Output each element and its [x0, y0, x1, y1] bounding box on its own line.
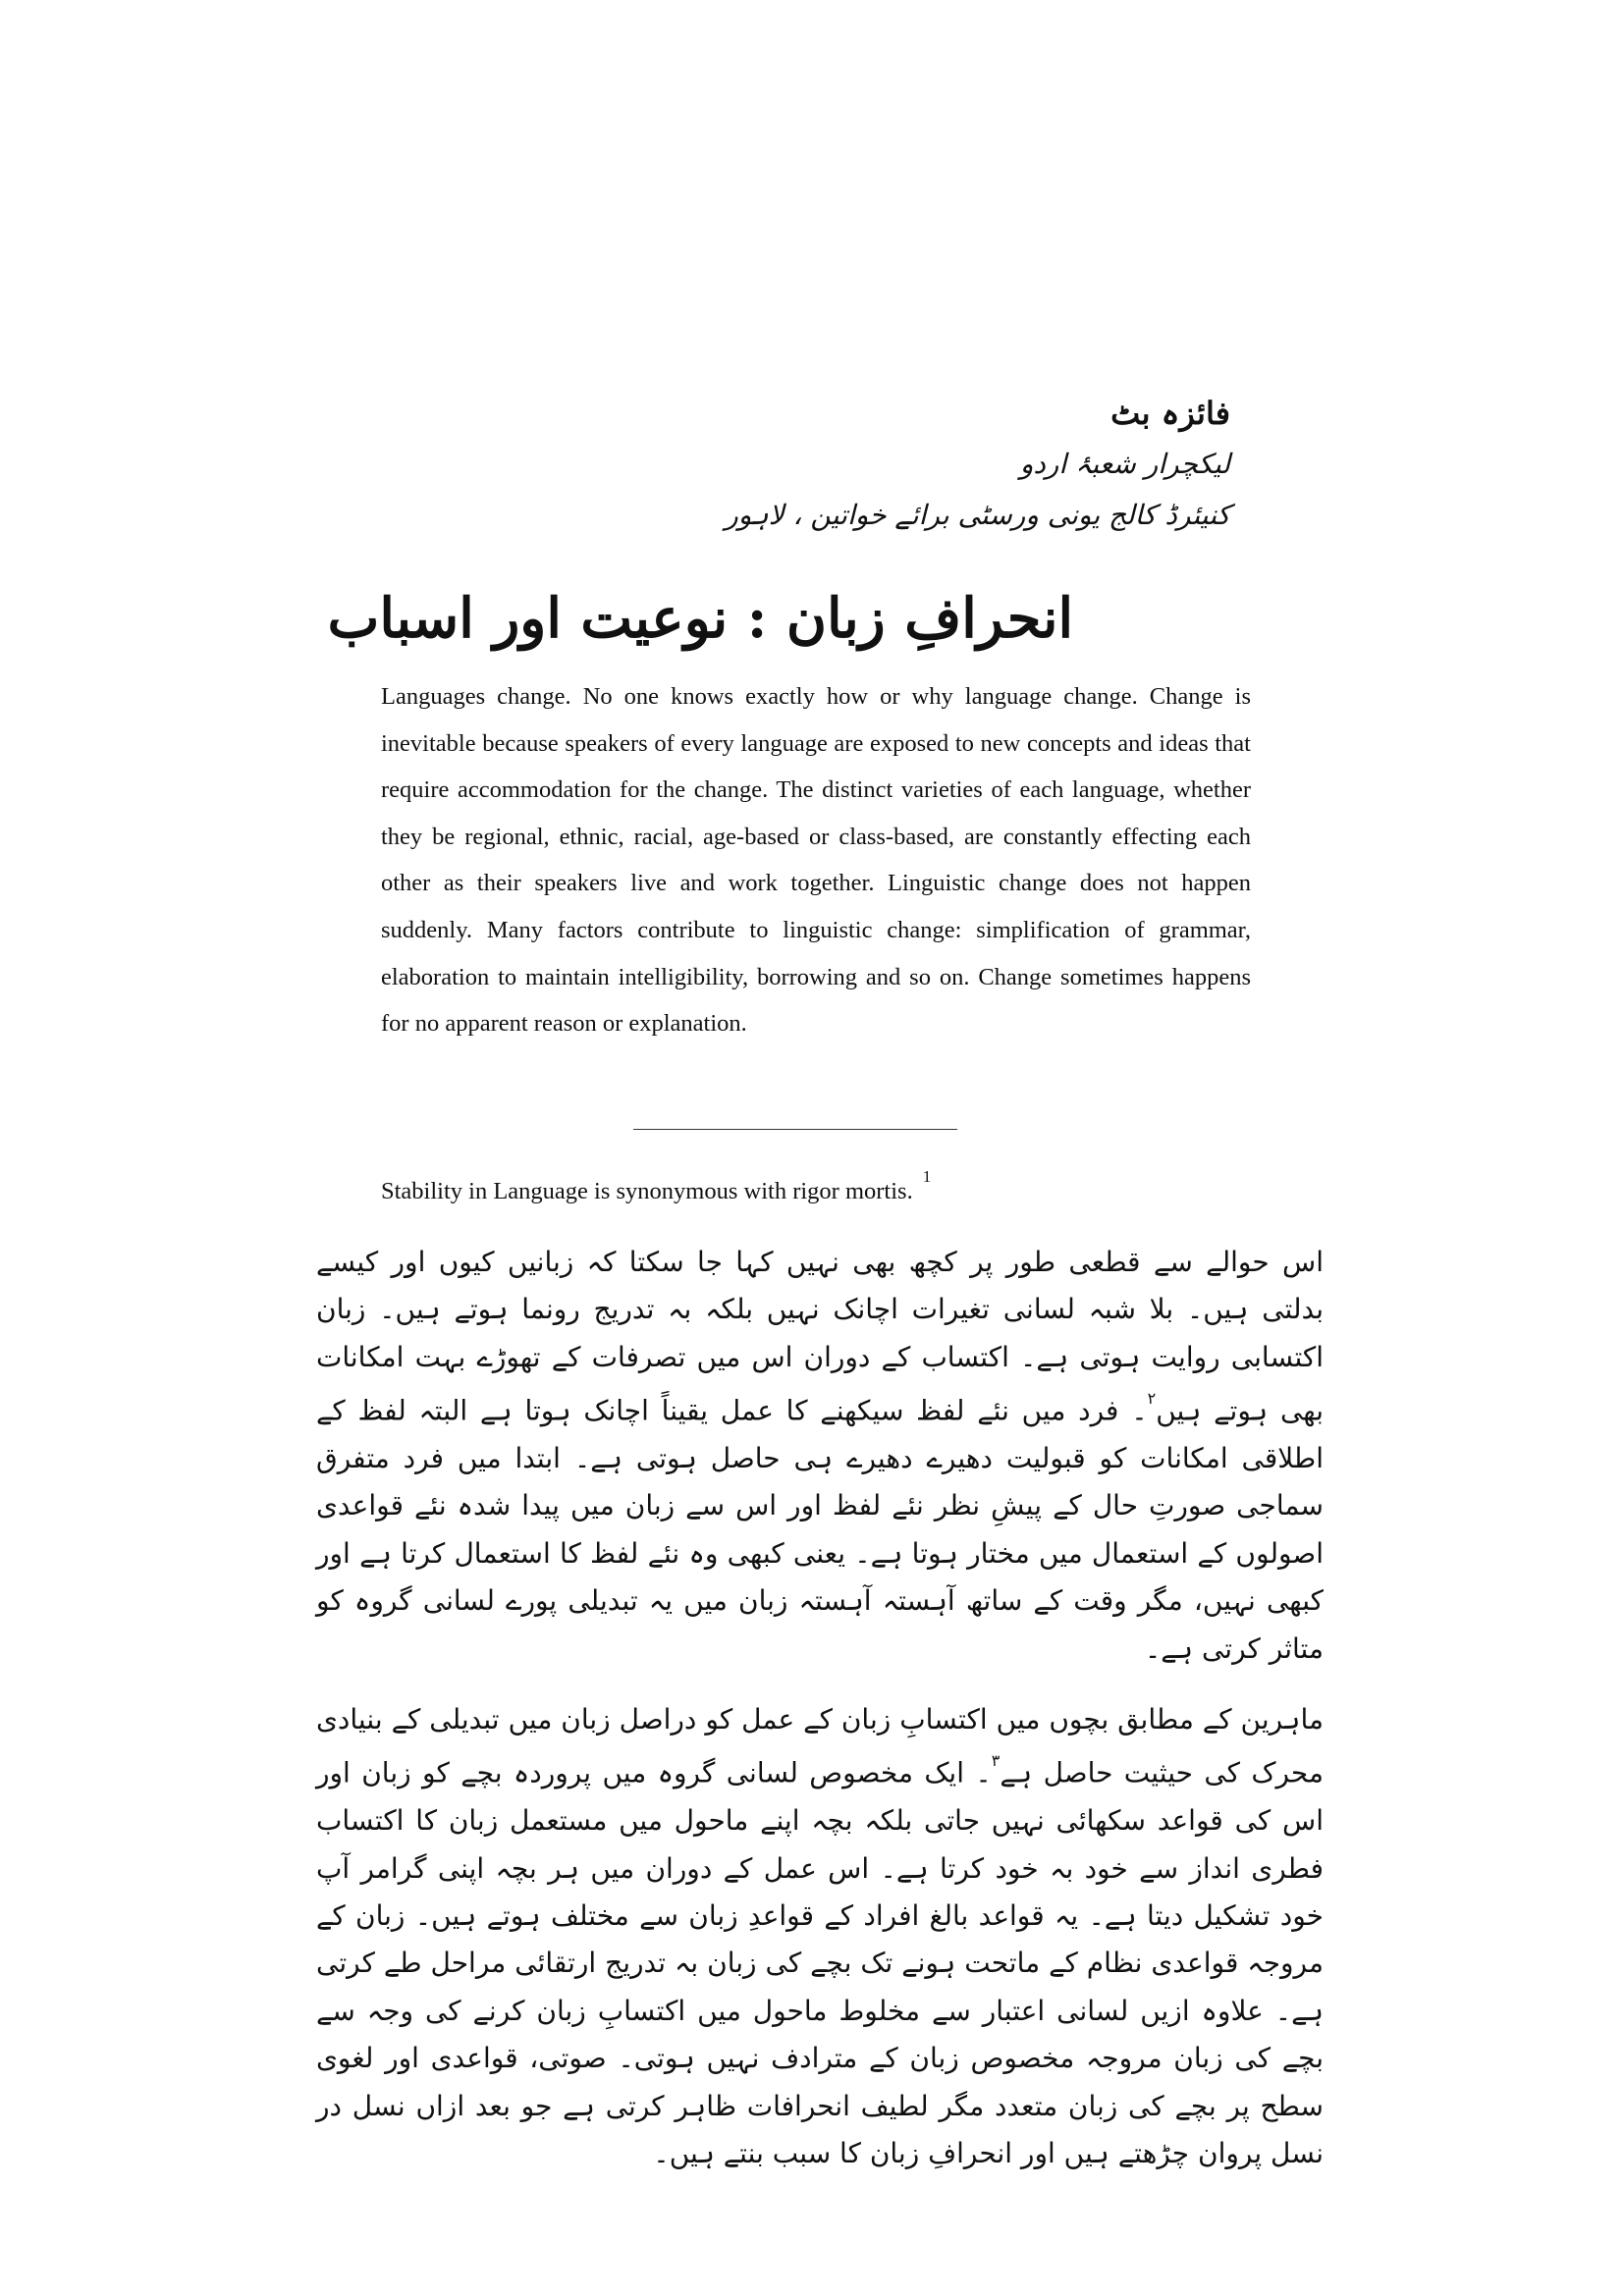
body-paragraph-2-continued: ۔ ایک مخصوص لسانی گروہ میں پروردہ بچے کو زبان اور اس کی قواعد سکھائی نہیں جاتی بلکہ بچہ اپنے ماحول میں مستعمل زبان کا اکتساب فطری انداز سے خود بہ خود کرتا ہے۔ اس عمل کے دوران میں ہر بچہ اپنی گرامر آپ خود تشکیل دیتا ہے۔ یہ قواعد بالغ افراد کے قواعدِ زبان سے مختلف ہوتے ہیں۔ زبان کے مروجہ قواعدی نظام کے ماتحت ہونے تک بچے کی زبان بہ تدریج ارتقائی مراحل طے کرتی ہے۔ علاوہ ازیں لسانی اعتبار سے مخلوط ماحول میں اکتسابِ زبان کرنے کی وجہ سے بچے کی زبان مروجہ مخصوص زبان کے مترادف نہیں ہوتی۔ صوتی، قواعدی اور لغوی سطح پر بچے کی زبان متعدد مگر لطیف انحرافات ظاہر کرتی ہے جو بعد ازاں نسل در نسل پروان چڑھتے ہیں اور انحرافِ زبان کا سبب بنتے ہیں۔: [316, 1756, 1324, 2169]
footnote-divider: [633, 1129, 957, 1130]
english-abstract: Languages change. No one knows exactly how or why language change. Change is inevitable because speakers of every language are exposed to new concepts and ideas that require accommodation for the change. The distinct varieties of each language, whether they be regional, ethnic, racial, age-based or class-based, are constantly effecting each other as their speakers live and work together. Linguistic change does not happen suddenly. Many factors contribute to linguistic change: simplification of grammar, elaboration to maintain intelligibility, borrowing and so on. Change sometimes happens for no apparent reason or explanation.: [381, 683, 1251, 1038]
footnote-text: Stability in Language is synonymous with rigor mortis.: [381, 1178, 913, 1205]
body-paragraph-1-continued: ۔ فرد میں نئے لفظ سیکھنے کا عمل یقیناً اچانک ہوتا ہے البتہ لفظ کے اطلاقی امکانات کو قبولیت دھیرے دھیرے ہی حاصل ہوتی ہے۔ ابتدا میں فرد متفرق سماجی صورتِ حال کے پیشِ نظر نئے لفظ اور اس سے زبان میں پیدا شدہ نئے قواعدی اصولوں کے استعمال میں مختار ہوتا ہے۔ یعنی کبھی وہ نئے لفظ کا استعمال کرتا ہے اور کبھی نہیں، مگر وقت کے ساتھ آہستہ آہستہ زبان میں یہ تبدیلی پورے لسانی گروہ کو متاثر کرتی ہے۔: [316, 1394, 1324, 1665]
footnote-ref-3: ۳: [991, 1751, 1001, 1771]
footnote-mark: 1: [922, 1167, 932, 1186]
body-paragraph-1-text: اس حوالے سے قطعی طور پر کچھ بھی نہیں کہا جا سکتا کہ زبانیں کیوں اور کیسے بدلتی ہیں۔ بلا شبہ لسانی تغیرات اچانک نہیں بلکہ بہ تدریج رونما ہوتے ہیں۔ زبان اکتسابی روایت ہوتی ہے۔ اکتساب کے دوران اس میں تصرفات کے تھوڑے بہت امکانات بھی ہوتے ہیں: [316, 1246, 1324, 1427]
article-title: انحرافِ زبان : نوعیت اور اسباب: [327, 586, 1073, 651]
author-name: فائزہ بٹ: [1110, 395, 1230, 432]
author-institution: کنیئرڈ کالج یونی ورسٹی برائے خواتین ، لاہور: [725, 499, 1230, 531]
author-position: لیکچرار شعبۂ اردو: [1019, 448, 1230, 480]
footnote-ref-2: ۲: [1147, 1389, 1157, 1409]
footnote: [381, 1168, 1265, 1208]
body-paragraph-2: [316, 1696, 1324, 2177]
author-block: [445, 388, 1230, 541]
urdu-body: [316, 1239, 1324, 2177]
body-paragraph-1: [316, 1239, 1324, 1673]
body-paragraph-2-text: ماہرین کے مطابق بچوں میں اکتسابِ زبان کے عمل کو دراصل زبان میں تبدیلی کے بنیادی محرک کی حیثیت حاصل ہے: [316, 1702, 1324, 1789]
